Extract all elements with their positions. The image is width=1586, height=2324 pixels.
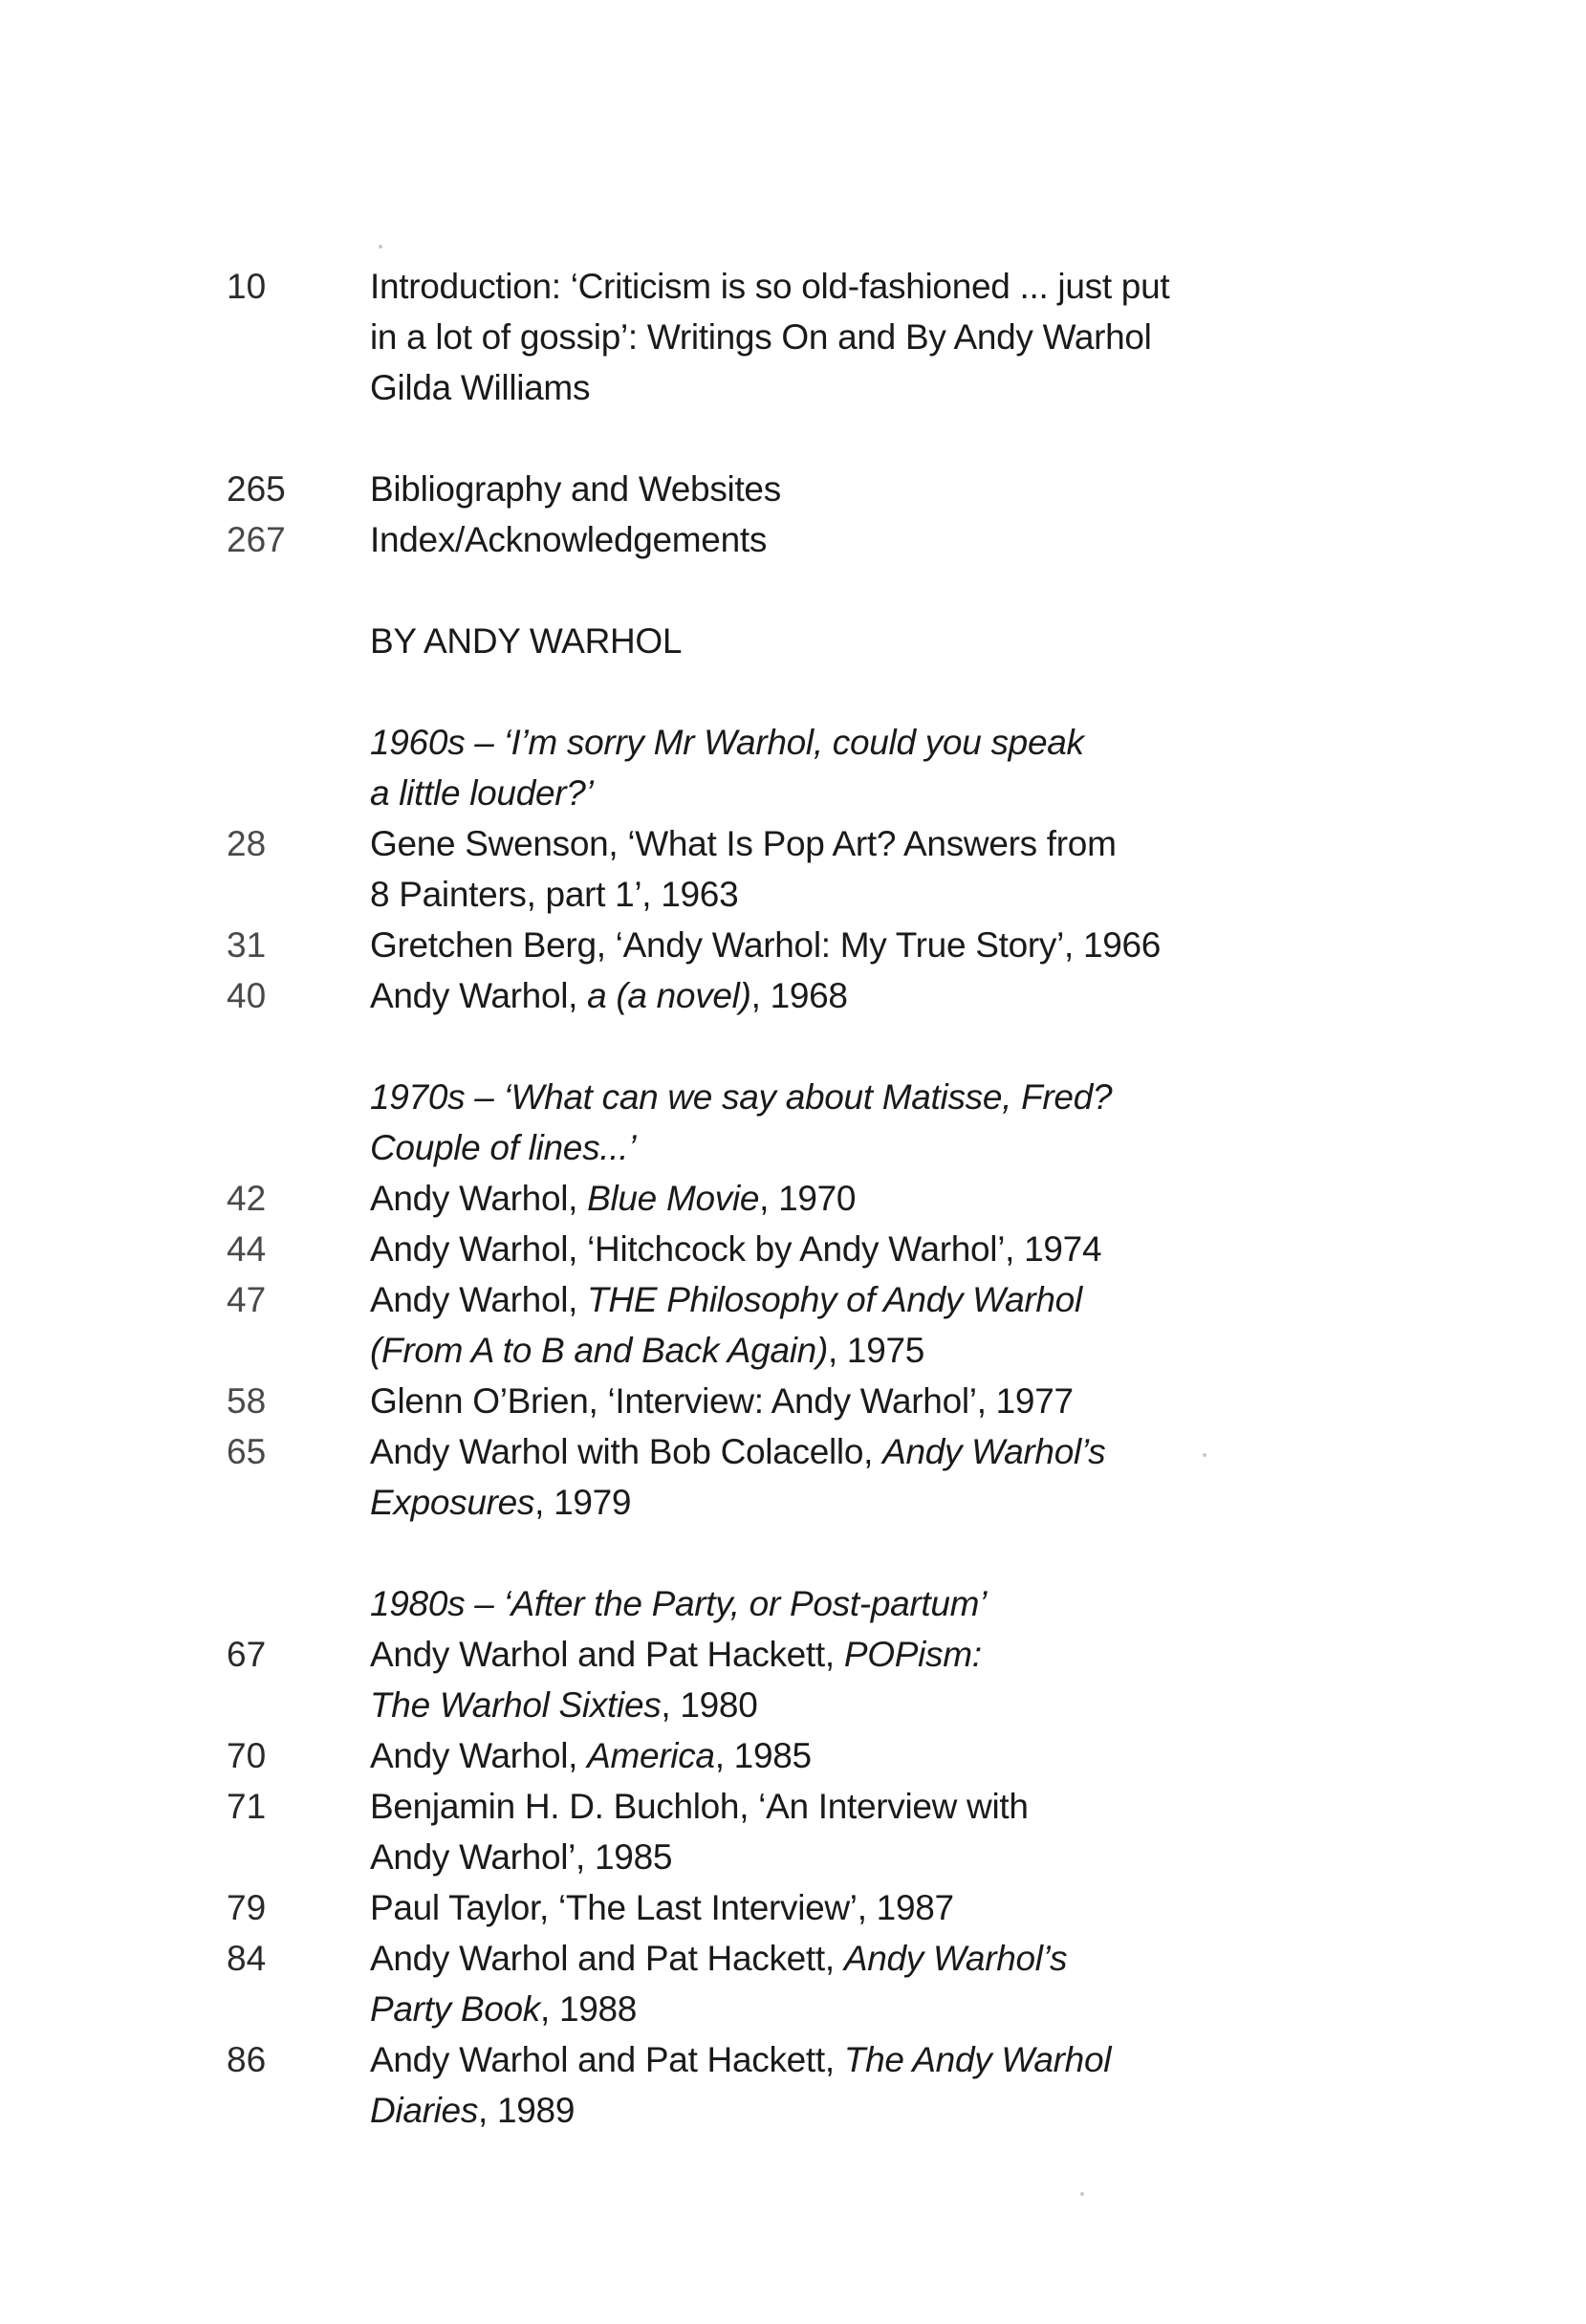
page-number: 71 — [227, 1787, 267, 1826]
page-number: 70 — [227, 1736, 267, 1775]
entry-title-italic: Diaries — [370, 2091, 479, 2130]
entry-title-italic: POPism: — [843, 1635, 982, 1674]
entry-year: , 1975 — [827, 1331, 925, 1370]
entry-title-italic: (From A to B and Back Again) — [370, 1331, 828, 1370]
section-quote: ‘After the Party, or Post-partum’ — [503, 1584, 988, 1623]
entry-year: , 1980 — [661, 1685, 758, 1725]
entry-author: Andy Warhol, — [370, 1280, 588, 1319]
page-number: 47 — [227, 1280, 267, 1319]
toc-entry — [227, 2034, 1278, 2136]
entry-author: Andy Warhol with Bob Colacello, — [370, 1432, 883, 1471]
entry-title-italic: Exposures — [370, 1483, 535, 1522]
entry-year: , 1970 — [759, 1179, 857, 1218]
page-number: 31 — [227, 925, 267, 965]
page-number: 40 — [227, 976, 267, 1015]
entry-title: Bibliography and Websites — [370, 469, 781, 509]
entry-author: Andy Warhol, — [370, 1179, 588, 1218]
section-quote: ‘What can we say about Matisse, Fred? — [503, 1077, 1113, 1117]
entry-author: Andy Warhol and Pat Hackett, — [370, 1939, 844, 1978]
entry-author: Andy Warhol and Pat Hackett, — [370, 2040, 844, 2079]
entry-title-italic: The Warhol Sixties — [370, 1685, 662, 1725]
entry-line: Andy Warhol, ‘Hitchcock by Andy Warhol’, 1974 — [370, 1229, 1102, 1269]
section-heading-1980s — [227, 1578, 1278, 1629]
toc-entry — [227, 1629, 1278, 1730]
entry-line: Glenn O’Brien, ‘Interview: Andy Warhol’, 1977 — [370, 1381, 1074, 1421]
page-number: 265 — [227, 469, 286, 509]
section-quote: a little louder?’ — [370, 773, 594, 813]
scan-speck — [1203, 1453, 1206, 1457]
entry-title-italic: Party Book — [370, 1989, 540, 2029]
table-of-contents — [227, 261, 1278, 2136]
page-number: 86 — [227, 2040, 267, 2079]
entry-year: , 1985 — [714, 1736, 812, 1775]
toc-entry — [227, 1882, 1278, 1933]
decade-label: 1960s – — [370, 723, 504, 762]
entry-line: Introduction: ‘Criticism is so old-fashioned ... just put — [370, 267, 1170, 306]
page-number: 267 — [227, 520, 286, 559]
entry-line: in a lot of gossip’: Writings On and By Andy Warhol — [370, 317, 1152, 357]
scan-speck — [1080, 2192, 1084, 2196]
toc-entry — [227, 818, 1278, 920]
entry-title-italic: THE Philosophy of Andy Warhol — [587, 1280, 1082, 1319]
entry-line: Paul Taylor, ‘The Last Interview’, 1987 — [370, 1888, 954, 1927]
page-number: 44 — [227, 1229, 267, 1269]
page-number: 84 — [227, 1939, 267, 1978]
toc-entry — [227, 1426, 1278, 1528]
entry-author: Andy Warhol and Pat Hackett, — [370, 1635, 844, 1674]
entry-title-italic: America — [587, 1736, 715, 1775]
toc-entry — [227, 1274, 1278, 1376]
entry-author: Andy Warhol, — [370, 1736, 588, 1775]
toc-entry — [227, 920, 1278, 970]
toc-entry — [227, 1173, 1278, 1224]
page-number: 79 — [227, 1888, 267, 1927]
entry-title-italic: a (a novel) — [587, 976, 751, 1015]
section-heading-1960s — [227, 717, 1278, 818]
entry-line: Andy Warhol’, 1985 — [370, 1837, 673, 1877]
entry-year: , 1988 — [539, 1989, 638, 2029]
scan-speck — [379, 245, 382, 249]
toc-entry — [227, 1781, 1278, 1882]
entry-author: Gilda Williams — [370, 368, 591, 407]
entry-year: , 1989 — [478, 2091, 576, 2130]
entry-line: Gene Swenson, ‘What Is Pop Art? Answers from — [370, 824, 1117, 863]
page-number: 42 — [227, 1179, 267, 1218]
page-number: 10 — [227, 267, 267, 306]
entry-line: Gretchen Berg, ‘Andy Warhol: My True Story’, 1966 — [370, 925, 1162, 965]
decade-label: 1970s – — [370, 1077, 504, 1117]
entry-author: Andy Warhol, — [370, 976, 588, 1015]
entry-title-italic: Andy Warhol’s — [882, 1432, 1106, 1471]
page-number: 67 — [227, 1635, 267, 1674]
toc-entry — [227, 1224, 1278, 1274]
section-quote: ‘I’m sorry Mr Warhol, could you speak — [503, 723, 1084, 762]
entry-year: , 1979 — [534, 1483, 632, 1522]
toc-entry-bibliography — [227, 464, 1278, 514]
toc-entry-introduction — [227, 261, 1278, 413]
toc-entry — [227, 1730, 1278, 1781]
entry-line: 8 Painters, part 1’, 1963 — [370, 875, 739, 914]
page-number: 28 — [227, 824, 267, 863]
entry-title-italic: The Andy Warhol — [843, 2040, 1112, 2079]
toc-entry — [227, 1933, 1278, 2034]
page-number: 65 — [227, 1432, 267, 1471]
entry-title-italic: Blue Movie — [587, 1179, 760, 1218]
entry-title-italic: Andy Warhol’s — [843, 1939, 1068, 1978]
toc-entry — [227, 970, 1278, 1021]
entry-text — [370, 261, 1249, 413]
toc-entry — [227, 1376, 1278, 1426]
entry-title: Index/Acknowledgements — [370, 520, 768, 559]
toc-entry-index — [227, 514, 1278, 565]
section-heading-1970s — [227, 1072, 1278, 1173]
entry-line: Benjamin H. D. Buchloh, ‘An Interview with — [370, 1787, 1029, 1826]
section-quote: Couple of lines...’ — [370, 1128, 637, 1167]
page-number: 58 — [227, 1381, 267, 1421]
part-heading-row — [227, 616, 1278, 666]
decade-label: 1980s – — [370, 1584, 504, 1623]
entry-year: , 1968 — [750, 976, 848, 1015]
part-heading: BY ANDY WARHOL — [370, 621, 683, 661]
